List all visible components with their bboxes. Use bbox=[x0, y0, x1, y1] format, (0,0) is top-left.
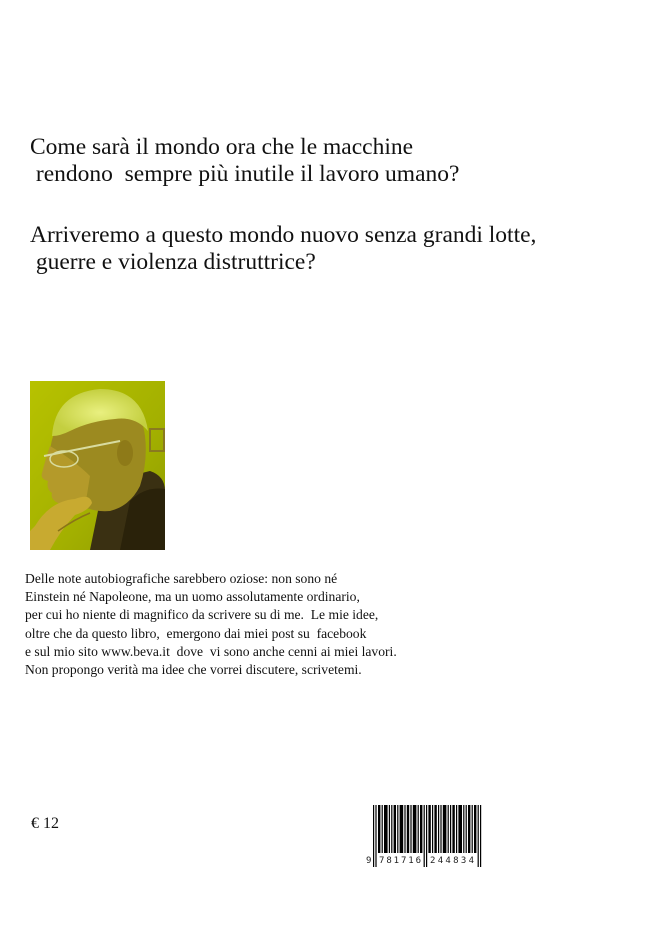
question-2-line-1: Arriveremo a questo mondo nuovo senza grandi lotte, bbox=[30, 222, 537, 248]
isbn-barcode bbox=[366, 804, 490, 868]
bio-line-3: per cui ho niente di magnifico da scrivere su di me. Le mie idee, bbox=[25, 607, 379, 623]
bio-line-4: oltre che da questo libro, emergono dai miei post su facebook bbox=[25, 625, 367, 641]
author-bio bbox=[25, 570, 397, 679]
barcode-left-digits: 781716 bbox=[379, 856, 421, 866]
price-label: € 12 bbox=[31, 815, 59, 832]
author-photo bbox=[30, 381, 165, 550]
question-1-line-1: Come sarà il mondo ora che le macchine bbox=[30, 134, 414, 160]
bio-line-5: e sul mio sito www.beva.it dove vi sono anche cenni ai miei lavori. bbox=[25, 643, 397, 659]
question-1-line-2: rendono sempre più inutile il lavoro umano? bbox=[30, 161, 460, 187]
bio-line-6: Non propongo verità ma idee che vorrei discutere, scrivetemi. bbox=[25, 662, 362, 678]
question-1 bbox=[30, 134, 459, 188]
bio-line-2: Einstein né Napoleone, ma un uomo assolutamente ordinario, bbox=[25, 589, 360, 605]
question-2-line-2: guerre e violenza distruttrice? bbox=[30, 249, 316, 275]
barcode-right-digits: 244834 bbox=[430, 856, 474, 866]
bio-line-1: Delle note autobiografiche sarebbero oziose: non sono né bbox=[25, 571, 338, 586]
question-2 bbox=[30, 222, 536, 276]
barcode-first-digit: 9 bbox=[366, 856, 372, 866]
